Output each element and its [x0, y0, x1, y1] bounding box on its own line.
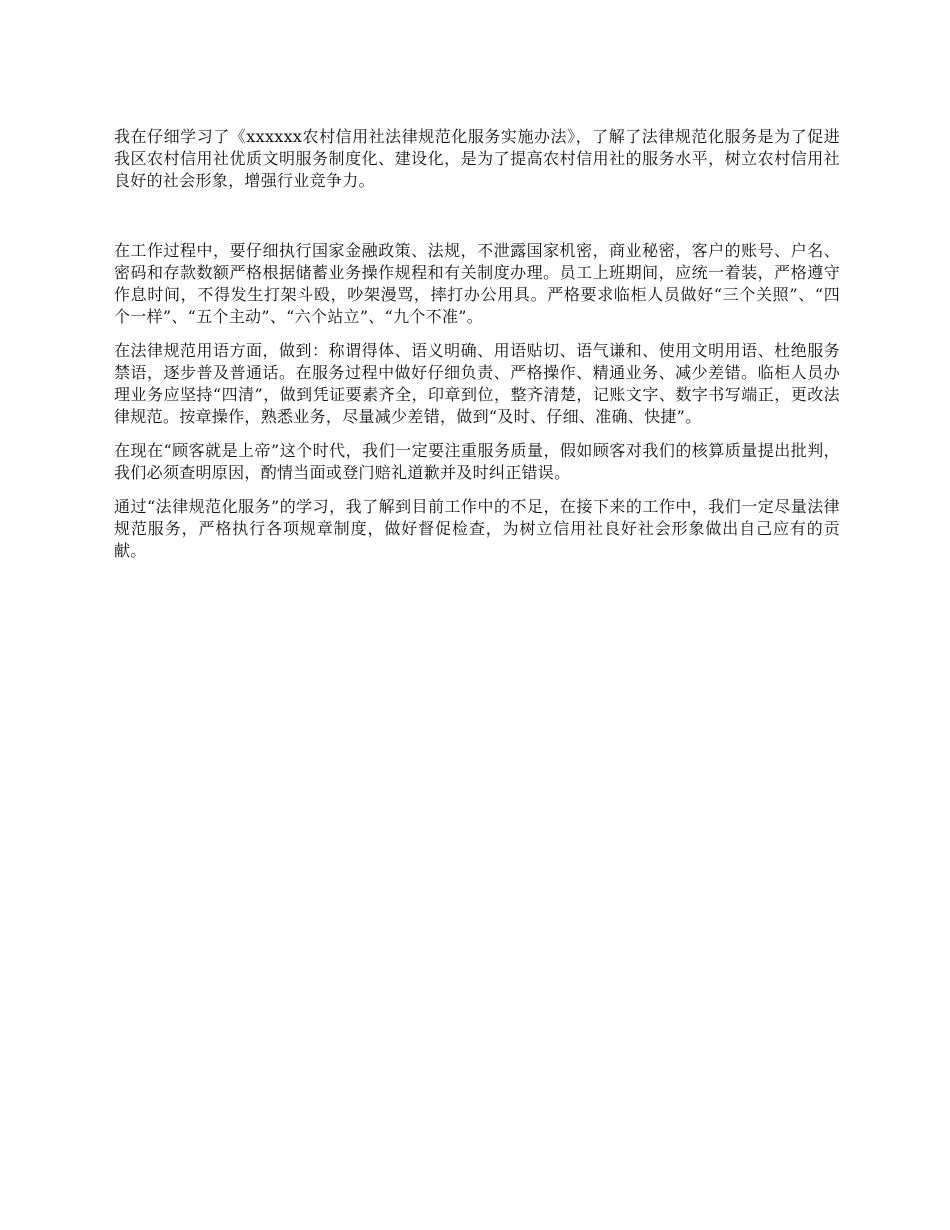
- paragraph-standard-language: 在法律规范用语方面，做到：称谓得体、语义明确、用语贴切、语气谦和、使用文明用语、杜绝服务禁语，逐步普及普通话。在服务过程中做好仔细负责、严格操作、精通业务、减少差错。临柜人员办理业务应坚持“四清”，做到凭证要素齐全，印章到位，整齐清楚，记账文字、数字书写端正，更改法律规范。按章操作，熟悉业务，尽量减少差错，做到“及时、仔细、准确、快捷”。: [114, 341, 840, 426]
- document-body: [114, 126, 840, 562]
- paragraph-customer-service: 在现在“顾客就是上帝”这个时代，我们一定要注重服务质量，假如顾客对我们的核算质量提出批判，我们必须查明原因，酌情当面或登门赔礼道歉并及时纠正错误。: [114, 441, 840, 482]
- paragraph-conclusion: 通过“法律规范化服务”的学习，我了解到目前工作中的不足，在接下来的工作中，我们一定尽量法律规范服务，严格执行各项规章制度，做好督促检查，为树立信用社良好社会形象做出自己应有的贡献。: [114, 497, 840, 560]
- paragraph-work-process: 在工作过程中，要仔细执行国家金融政策、法规，不泄露国家机密，商业秘密，客户的账号、户名、密码和存款数额严格根据储蓄业务操作规程和有关制度办理。员工上班期间，应统一着装，严格遵守作息时间，不得发生打架斗殴，吵架漫骂，摔打办公用具。严格要求临柜人员做好“三个关照”、“四个一样”、“五个主动”、“六个站立”、“九个不准”。: [114, 241, 840, 326]
- paragraph-intro: 我在仔细学习了《xxxxxx农村信用社法律规范化服务实施办法》，了解了法律规范化服务是为了促进我区农村信用社优质文明服务制度化、建设化，是为了提高农村信用社的服务水平，树立农村信用社良好的社会形象，增强行业竞争力。: [114, 127, 840, 190]
